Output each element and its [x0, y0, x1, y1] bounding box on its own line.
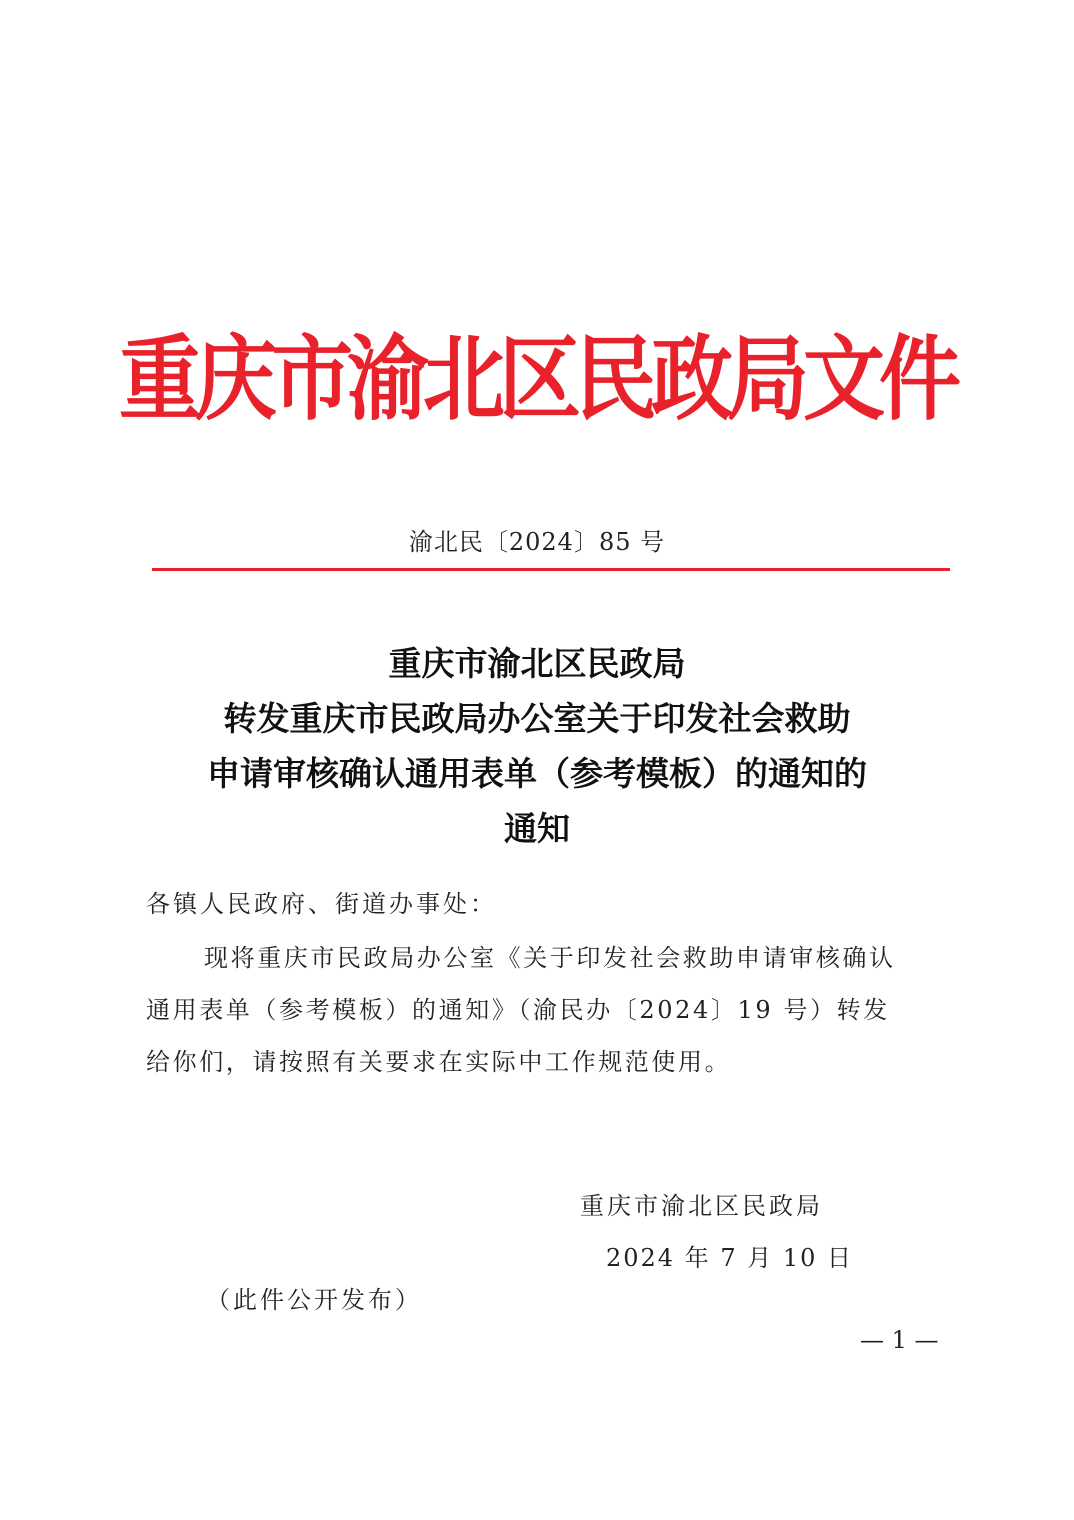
- title-line-2: 转发重庆市民政局办公室关于印发社会救助: [223, 699, 851, 738]
- salutation: 各镇人民政府、街道办事处：: [146, 890, 497, 918]
- title-line-1: 重庆市渝北区民政局: [388, 644, 686, 683]
- public-release-note: （此件公开发布）: [206, 1286, 422, 1314]
- masthead-title: 重庆市渝北区民政局文件: [118, 325, 955, 434]
- page-number: — 1 —: [860, 1326, 939, 1354]
- issue-date: 2024 年 7 月 10 日: [606, 1244, 854, 1272]
- title-line-3: 申请审核确认通用表单（参考模板）的通知的: [207, 754, 867, 793]
- document-number: 渝北民〔2024〕85 号: [408, 528, 666, 556]
- title-line-4: 通知: [504, 809, 570, 848]
- body-paragraph: [146, 932, 946, 1088]
- body-line-2: 通用表单（参考模板）的通知》（渝民办〔2024〕19 号）转发: [146, 996, 890, 1024]
- red-separator-line: [152, 568, 950, 571]
- document-title: [120, 636, 954, 856]
- body-line-1: 现将重庆市民政局办公室《关于印发社会救助申请审核确认: [204, 944, 896, 972]
- signing-organization: 重庆市渝北区民政局: [580, 1192, 823, 1220]
- body-line-3: 给你们，请按照有关要求在实际中工作规范使用。: [146, 1048, 732, 1076]
